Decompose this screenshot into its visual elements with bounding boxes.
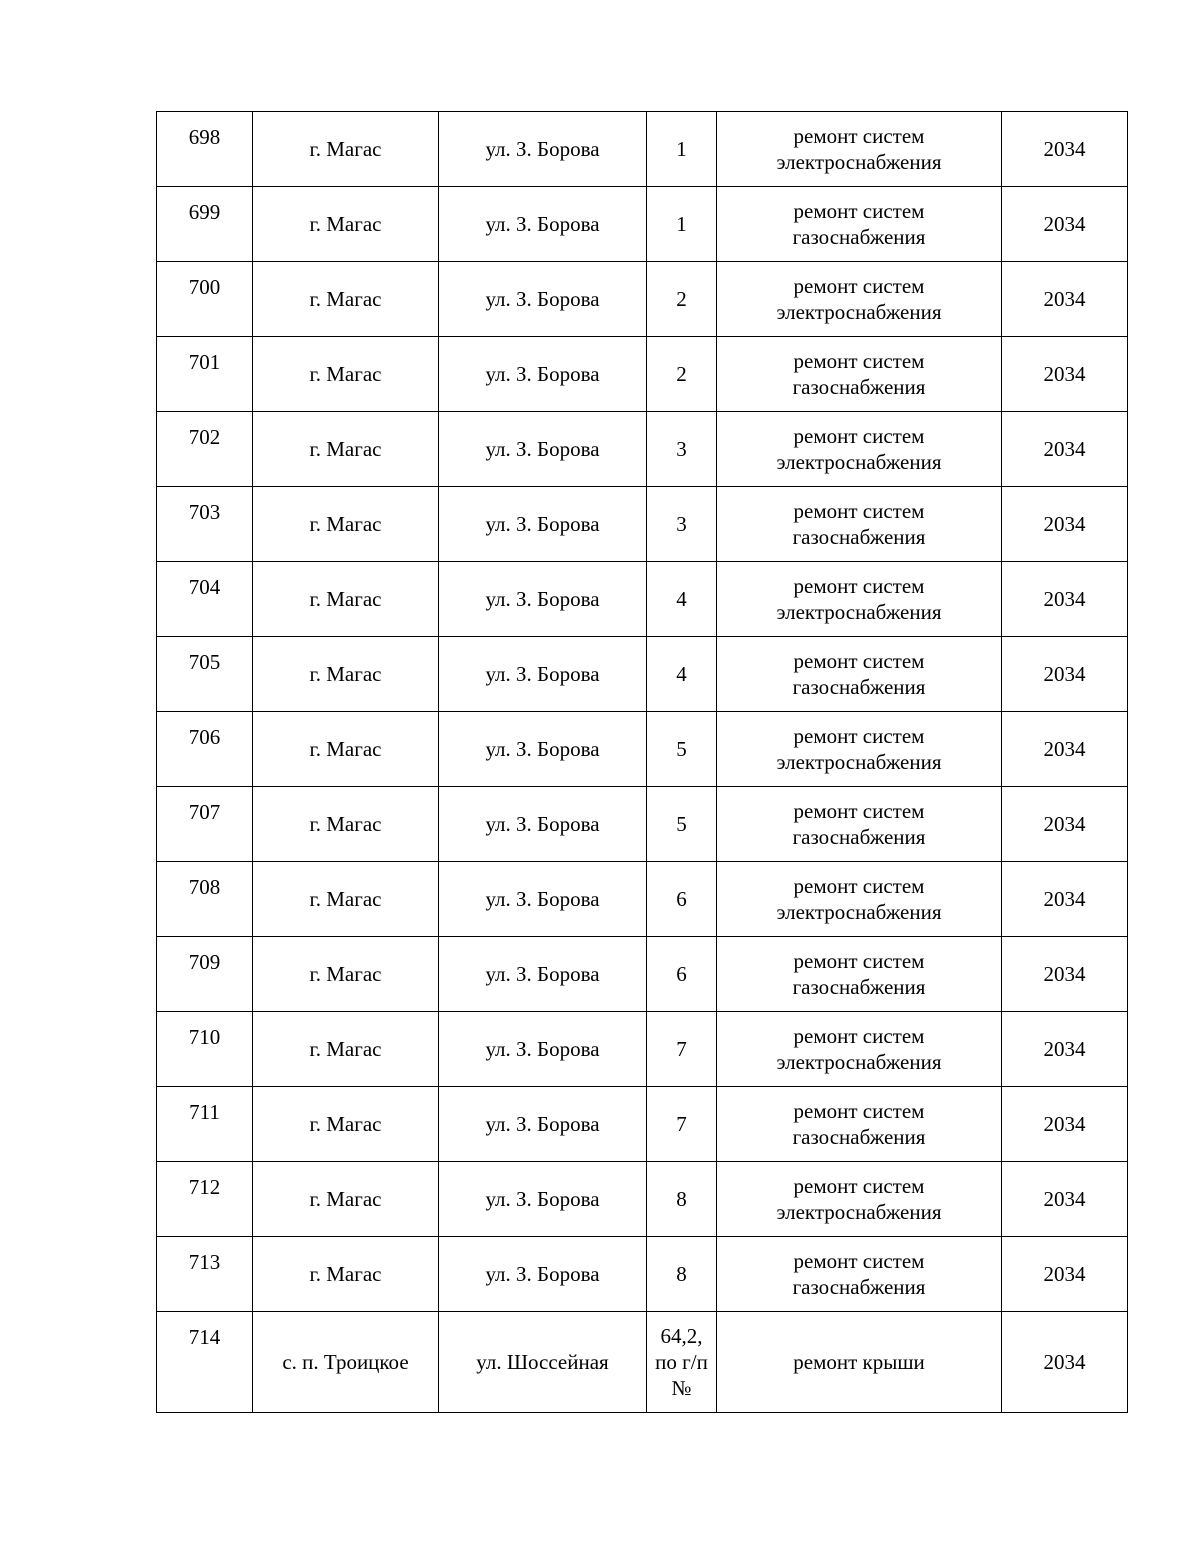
house-number-cell: 2 xyxy=(647,262,717,337)
house-number-cell: 6 xyxy=(647,862,717,937)
table-row xyxy=(157,1087,1128,1162)
house-number-cell: 1 xyxy=(647,187,717,262)
work-type-cell xyxy=(717,712,1002,787)
work-type-cell xyxy=(717,412,1002,487)
year-cell: 2034 xyxy=(1002,937,1128,1012)
street-cell: ул. З. Борова xyxy=(439,262,647,337)
house-number-cell: 7 xyxy=(647,1012,717,1087)
work-type-line: ремонт систем xyxy=(793,874,925,898)
year-cell: 2034 xyxy=(1002,412,1128,487)
year-cell: 2034 xyxy=(1002,337,1128,412)
table-row xyxy=(157,1012,1128,1087)
house-number-cell: 8 xyxy=(647,1162,717,1237)
work-type-line: газоснабжения xyxy=(792,975,926,999)
house-number-cell: 3 xyxy=(647,412,717,487)
work-type-cell xyxy=(717,1012,1002,1087)
work-type-line: электроснабжения xyxy=(776,1200,942,1224)
row-number-cell: 707 xyxy=(157,787,253,862)
table-row xyxy=(157,262,1128,337)
year-cell: 2034 xyxy=(1002,1237,1128,1312)
work-type-line: ремонт систем xyxy=(793,1174,925,1198)
house-number-cell: 64,2, по г/п № xyxy=(647,1312,717,1413)
row-number-cell: 709 xyxy=(157,937,253,1012)
locality-cell: с. п. Троицкое xyxy=(253,1312,439,1413)
row-number-cell: 699 xyxy=(157,187,253,262)
work-type-cell xyxy=(717,937,1002,1012)
street-cell: ул. Шоссейная xyxy=(439,1312,647,1413)
house-number-cell: 6 xyxy=(647,937,717,1012)
locality-cell: г. Магас xyxy=(253,412,439,487)
work-type-line: ремонт систем xyxy=(793,274,925,298)
row-number-cell: 700 xyxy=(157,262,253,337)
year-cell: 2034 xyxy=(1002,1087,1128,1162)
table-row xyxy=(157,1237,1128,1312)
locality-cell: г. Магас xyxy=(253,112,439,187)
locality-cell: г. Магас xyxy=(253,487,439,562)
work-type-cell xyxy=(717,1312,1002,1413)
repair-schedule-table xyxy=(156,111,1128,1413)
table-body xyxy=(157,112,1128,1413)
street-cell: ул. З. Борова xyxy=(439,712,647,787)
work-type-line: электроснабжения xyxy=(776,600,942,624)
house-number-cell: 5 xyxy=(647,787,717,862)
work-type-line: ремонт систем xyxy=(793,1249,925,1273)
table-row xyxy=(157,337,1128,412)
house-number-cell: 4 xyxy=(647,562,717,637)
work-type-line: газоснабжения xyxy=(792,225,926,249)
row-number-cell: 702 xyxy=(157,412,253,487)
row-number-cell: 698 xyxy=(157,112,253,187)
locality-cell: г. Магас xyxy=(253,787,439,862)
table-row xyxy=(157,937,1128,1012)
year-cell: 2034 xyxy=(1002,262,1128,337)
house-number-cell: 4 xyxy=(647,637,717,712)
locality-cell: г. Магас xyxy=(253,262,439,337)
street-cell: ул. З. Борова xyxy=(439,187,647,262)
table-row xyxy=(157,637,1128,712)
year-cell: 2034 xyxy=(1002,112,1128,187)
table-row xyxy=(157,862,1128,937)
year-cell: 2034 xyxy=(1002,487,1128,562)
row-number-cell: 712 xyxy=(157,1162,253,1237)
house-number-cell: 3 xyxy=(647,487,717,562)
work-type-line: газоснабжения xyxy=(792,525,926,549)
table-row xyxy=(157,187,1128,262)
work-type-line: газоснабжения xyxy=(792,675,926,699)
house-number-cell: 1 xyxy=(647,112,717,187)
street-cell: ул. З. Борова xyxy=(439,487,647,562)
locality-cell: г. Магас xyxy=(253,187,439,262)
work-type-line: электроснабжения xyxy=(776,900,942,924)
locality-cell: г. Магас xyxy=(253,1237,439,1312)
work-type-line: ремонт систем xyxy=(793,499,925,523)
street-cell: ул. З. Борова xyxy=(439,937,647,1012)
locality-cell: г. Магас xyxy=(253,1012,439,1087)
locality-cell: г. Магас xyxy=(253,862,439,937)
work-type-line: ремонт систем xyxy=(793,1099,925,1123)
street-cell: ул. З. Борова xyxy=(439,1162,647,1237)
year-cell: 2034 xyxy=(1002,1312,1128,1413)
work-type-line: электроснабжения xyxy=(776,450,942,474)
work-type-line: ремонт систем xyxy=(793,724,925,748)
house-number-cell: 2 xyxy=(647,337,717,412)
year-cell: 2034 xyxy=(1002,187,1128,262)
row-number-cell: 703 xyxy=(157,487,253,562)
locality-cell: г. Магас xyxy=(253,637,439,712)
row-number-cell: 713 xyxy=(157,1237,253,1312)
work-type-line: ремонт систем xyxy=(793,199,925,223)
work-type-cell xyxy=(717,487,1002,562)
work-type-cell xyxy=(717,862,1002,937)
work-type-cell xyxy=(717,787,1002,862)
row-number-cell: 711 xyxy=(157,1087,253,1162)
work-type-line: электроснабжения xyxy=(776,750,942,774)
table-row xyxy=(157,1312,1128,1413)
street-cell: ул. З. Борова xyxy=(439,412,647,487)
work-type-cell xyxy=(717,637,1002,712)
work-type-line: газоснабжения xyxy=(792,1125,926,1149)
table-row xyxy=(157,712,1128,787)
work-type-line: ремонт систем xyxy=(793,349,925,373)
year-cell: 2034 xyxy=(1002,562,1128,637)
work-type-line: газоснабжения xyxy=(792,1275,926,1299)
year-cell: 2034 xyxy=(1002,637,1128,712)
work-type-line: ремонт систем xyxy=(793,124,925,148)
locality-cell: г. Магас xyxy=(253,712,439,787)
table-row xyxy=(157,787,1128,862)
year-cell: 2034 xyxy=(1002,1162,1128,1237)
work-type-line: газоснабжения xyxy=(792,825,926,849)
work-type-line: ремонт крыши xyxy=(793,1350,925,1374)
house-number-cell: 7 xyxy=(647,1087,717,1162)
row-number-cell: 706 xyxy=(157,712,253,787)
work-type-line: ремонт систем xyxy=(793,574,925,598)
work-type-line: ремонт систем xyxy=(793,1024,925,1048)
work-type-cell xyxy=(717,1162,1002,1237)
work-type-cell xyxy=(717,562,1002,637)
street-cell: ул. З. Борова xyxy=(439,862,647,937)
work-type-line: газоснабжения xyxy=(792,375,926,399)
table-row xyxy=(157,487,1128,562)
work-type-line: электроснабжения xyxy=(776,300,942,324)
street-cell: ул. З. Борова xyxy=(439,1087,647,1162)
table-row xyxy=(157,1162,1128,1237)
locality-cell: г. Магас xyxy=(253,937,439,1012)
work-type-line: электроснабжения xyxy=(776,1050,942,1074)
year-cell: 2034 xyxy=(1002,712,1128,787)
locality-cell: г. Магас xyxy=(253,1087,439,1162)
street-cell: ул. З. Борова xyxy=(439,1012,647,1087)
street-cell: ул. З. Борова xyxy=(439,787,647,862)
work-type-cell xyxy=(717,1237,1002,1312)
work-type-line: ремонт систем xyxy=(793,799,925,823)
row-number-cell: 705 xyxy=(157,637,253,712)
work-type-cell xyxy=(717,337,1002,412)
table-row xyxy=(157,112,1128,187)
work-type-line: ремонт систем xyxy=(793,424,925,448)
street-cell: ул. З. Борова xyxy=(439,562,647,637)
year-cell: 2034 xyxy=(1002,787,1128,862)
row-number-cell: 708 xyxy=(157,862,253,937)
street-cell: ул. З. Борова xyxy=(439,112,647,187)
year-cell: 2034 xyxy=(1002,1012,1128,1087)
locality-cell: г. Магас xyxy=(253,562,439,637)
row-number-cell: 701 xyxy=(157,337,253,412)
row-number-cell: 704 xyxy=(157,562,253,637)
work-type-cell xyxy=(717,262,1002,337)
street-cell: ул. З. Борова xyxy=(439,337,647,412)
house-number-cell: 8 xyxy=(647,1237,717,1312)
house-number-cell: 5 xyxy=(647,712,717,787)
locality-cell: г. Магас xyxy=(253,1162,439,1237)
year-cell: 2034 xyxy=(1002,862,1128,937)
table-row xyxy=(157,412,1128,487)
row-number-cell: 714 xyxy=(157,1312,253,1413)
work-type-line: электроснабжения xyxy=(776,150,942,174)
work-type-line: ремонт систем xyxy=(793,649,925,673)
locality-cell: г. Магас xyxy=(253,337,439,412)
row-number-cell: 710 xyxy=(157,1012,253,1087)
work-type-cell xyxy=(717,187,1002,262)
table-row xyxy=(157,562,1128,637)
street-cell: ул. З. Борова xyxy=(439,637,647,712)
street-cell: ул. З. Борова xyxy=(439,1237,647,1312)
work-type-line: ремонт систем xyxy=(793,949,925,973)
work-type-cell xyxy=(717,1087,1002,1162)
work-type-cell xyxy=(717,112,1002,187)
